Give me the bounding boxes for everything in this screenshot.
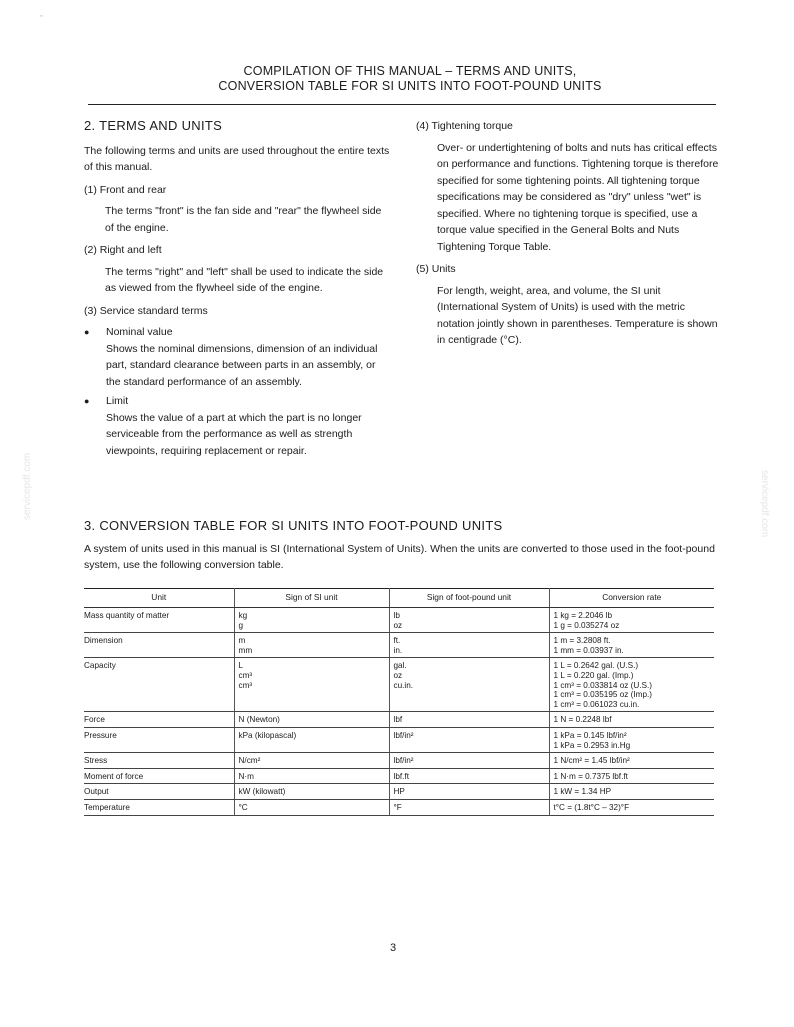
unit-cell [84,727,234,752]
cell-line: N/cm² [238,756,261,766]
foot-pound-unit-cell [389,658,549,712]
bullet-body: Shows the value of a part at which the part is no longer serviceable from the performance as well as strength viewpoints, requiring replacement or repair. [106,411,362,457]
foot-pound-unit-cell [389,727,549,752]
cell-line: Mass quantity of matter [84,611,170,620]
corner-mark: '' [40,14,44,23]
foot-pound-unit-cell [389,608,549,633]
cell-line: Capacity [84,661,116,671]
conversion-rate-cell [549,633,714,658]
cell-line: 1 kW = 1.34 HP [553,787,612,797]
si-unit-cell [234,727,389,752]
page-header [90,64,730,94]
table-row [84,658,714,712]
cell-line: °C [238,802,248,812]
section-2-intro: The following terms and units are used throughout the entire texts of this manual. [84,144,390,173]
foot-pound-unit-cell [389,712,549,728]
cell-line: 1 N = 0.2248 lbf [553,715,612,725]
si-unit-cell [234,799,389,815]
unit-cell [84,608,234,633]
cell-line: Force [84,715,105,725]
table-row [84,784,714,800]
cell-line: HP [393,787,405,797]
column-header: Conversion rate [549,589,714,608]
cell-line: 1 mm = 0.03937 in. [553,645,624,655]
si-unit-cell [234,658,389,712]
cell-line: 1 kPa = 0.145 lbf/in² [553,730,627,740]
si-unit-cell [234,608,389,633]
cell-line: Pressure [84,730,117,740]
unit-cell [84,799,234,815]
unit-cell [84,633,234,658]
cell-line: 1 N·m = 0.7375 lbf.ft [553,771,628,781]
conversion-rate-cell [549,768,714,784]
units-title: (5) Units [416,263,456,275]
section-3-title: 3. CONVERSION TABLE FOR SI UNITS INTO FOOT-POUND UNITS [84,518,503,533]
cell-line: mm [238,645,253,655]
bullet-heading: Nominal value [106,326,173,338]
unit-cell [84,784,234,800]
right-left-body: The terms "right" and "left" shall be used to indicate the side as viewed from the flywheel side of the engine. [105,265,384,294]
cell-line: oz [393,670,403,680]
section-2-left-column [84,118,390,459]
cell-line: ft. [393,636,401,646]
cell-line: m [238,636,246,646]
cell-line: Dimension [84,636,123,646]
unit-cell [84,712,234,728]
cell-line: 1 g = 0.035274 oz [553,620,620,630]
section-2-title: 2. TERMS AND UNITS [84,118,223,133]
header-line-2: CONVERSION TABLE FOR SI UNITS INTO FOOT-POUND UNITS [218,79,602,93]
table-row [84,608,714,633]
si-unit-cell [234,768,389,784]
cell-line: cu.in. [393,680,414,690]
foot-pound-unit-cell [389,768,549,784]
cell-line: 1 L = 0.2642 gal. (U.S.) [553,661,639,671]
cell-line: cm³ [238,680,253,690]
cell-line: N (Newton) [238,715,280,725]
conversion-table [84,588,714,816]
watermark-right: servicepdf.com [759,470,770,538]
bullet-limit [84,393,390,459]
cell-line: 1 N/cm² = 1.45 lbf/in² [553,756,630,766]
cell-line: cm³ [238,670,253,680]
table-row [84,799,714,815]
cell-line: 1 kg = 2.2046 lb [553,611,612,620]
foot-pound-unit-cell [389,633,549,658]
right-left-title: (2) Right and left [84,244,162,256]
table-row [84,768,714,784]
cell-line: oz [393,620,403,630]
page-number: 3 [390,942,397,954]
conversion-rate-cell [549,799,714,815]
front-rear-body: The terms "front" is the fan side and "rear" the flywheel side of the engine. [105,205,382,234]
unit-cell [84,768,234,784]
cell-line: Stress [84,756,108,766]
si-unit-cell [234,633,389,658]
cell-line: lbf/in² [393,756,414,766]
cell-line: 1 cm³ = 0.035195 oz (Imp.) [553,690,653,700]
cell-line: lbf.ft [393,771,409,781]
table-row [84,727,714,752]
cell-line: in. [393,645,403,655]
si-unit-cell [234,753,389,769]
si-unit-cell [234,784,389,800]
bullet-nominal-value [84,324,390,390]
cell-line: Temperature [84,802,130,812]
tightening-torque-body: Over- or undertightening of bolts and nuts has critical effects on performance and functions. Tightening torque is therefore specified for some tightening points. All tightening torque specifications may be considered as "dry" unless "wet" is specified. Where no tightening torque is specified, use a torque value specified in the General Bolts and Nuts Tightening Torque Table. [437,141,719,253]
cell-line: °F [393,802,402,812]
table-row [84,712,714,728]
section-2-right-column [416,118,722,349]
cell-line: 1 kPa = 0.2953 in.Hg [553,740,631,750]
cell-line: Moment of force [84,771,144,781]
cell-line: t°C = (1.8t°C – 32)°F [553,802,630,812]
header-divider [88,104,716,105]
conversion-table-body [84,608,714,816]
column-header: Sign of SI unit [234,589,389,608]
bullet-body: Shows the nominal dimensions, dimension of an individual part, standard clearance between parts in an assembly, or the standard performance of an assembly. [106,342,378,388]
cell-line: kPa (kilopascal) [238,730,297,740]
table-header-row [84,589,714,608]
cell-line: L [238,661,244,671]
conversion-rate-cell [549,753,714,769]
bullet-icon: ● [84,327,90,337]
cell-line: Output [84,787,109,797]
cell-line: lbf/in² [393,730,414,740]
si-unit-cell [234,712,389,728]
foot-pound-unit-cell [389,799,549,815]
cell-line: 1 cm³ = 0.033814 oz (U.S.) [553,680,653,690]
cell-line: lbf [393,715,403,725]
conversion-rate-cell [549,727,714,752]
cell-line: 1 L = 0.220 gal. (Imp.) [553,670,634,680]
unit-cell [84,753,234,769]
service-terms-title: (3) Service standard terms [84,304,208,317]
foot-pound-unit-cell [389,753,549,769]
foot-pound-unit-cell [389,784,549,800]
table-row [84,753,714,769]
cell-line: gal. [393,661,407,671]
conversion-rate-cell [549,608,714,633]
cell-line: N·m [238,771,254,781]
units-body: For length, weight, area, and volume, the SI unit (International System of Units) is used with the metric notation jointly shown in parentheses. Temperature is shown in centigrade (°C). [437,284,718,346]
column-header: Unit [84,589,234,608]
conversion-rate-cell [549,712,714,728]
header-line-1: COMPILATION OF THIS MANUAL – TERMS AND UNITS, [243,64,577,78]
conversion-rate-cell [549,658,714,712]
section-3 [84,518,724,573]
bullet-icon: ● [84,396,90,406]
unit-cell [84,658,234,712]
cell-line: kg [238,611,248,620]
front-rear-title: (1) Front and rear [84,183,167,196]
cell-line: lb [393,611,400,620]
watermark-left: servicepdf.com [22,452,33,520]
cell-line: 1 m = 3.2808 ft. [553,636,611,646]
bullet-heading: Limit [106,395,129,407]
column-header: Sign of foot-pound unit [389,589,549,608]
cell-line: kW (kilowatt) [238,787,286,797]
conversion-rate-cell [549,784,714,800]
tightening-torque-title: (4) Tightening torque [416,120,513,132]
section-3-intro: A system of units used in this manual is SI (International System of Units). When the units are converted to those used in the foot-pound system, use the following conversion table. [84,543,715,571]
table-row [84,633,714,658]
cell-line: g [238,620,244,630]
cell-line: 1 cm³ = 0.061023 cu.in. [553,699,640,709]
